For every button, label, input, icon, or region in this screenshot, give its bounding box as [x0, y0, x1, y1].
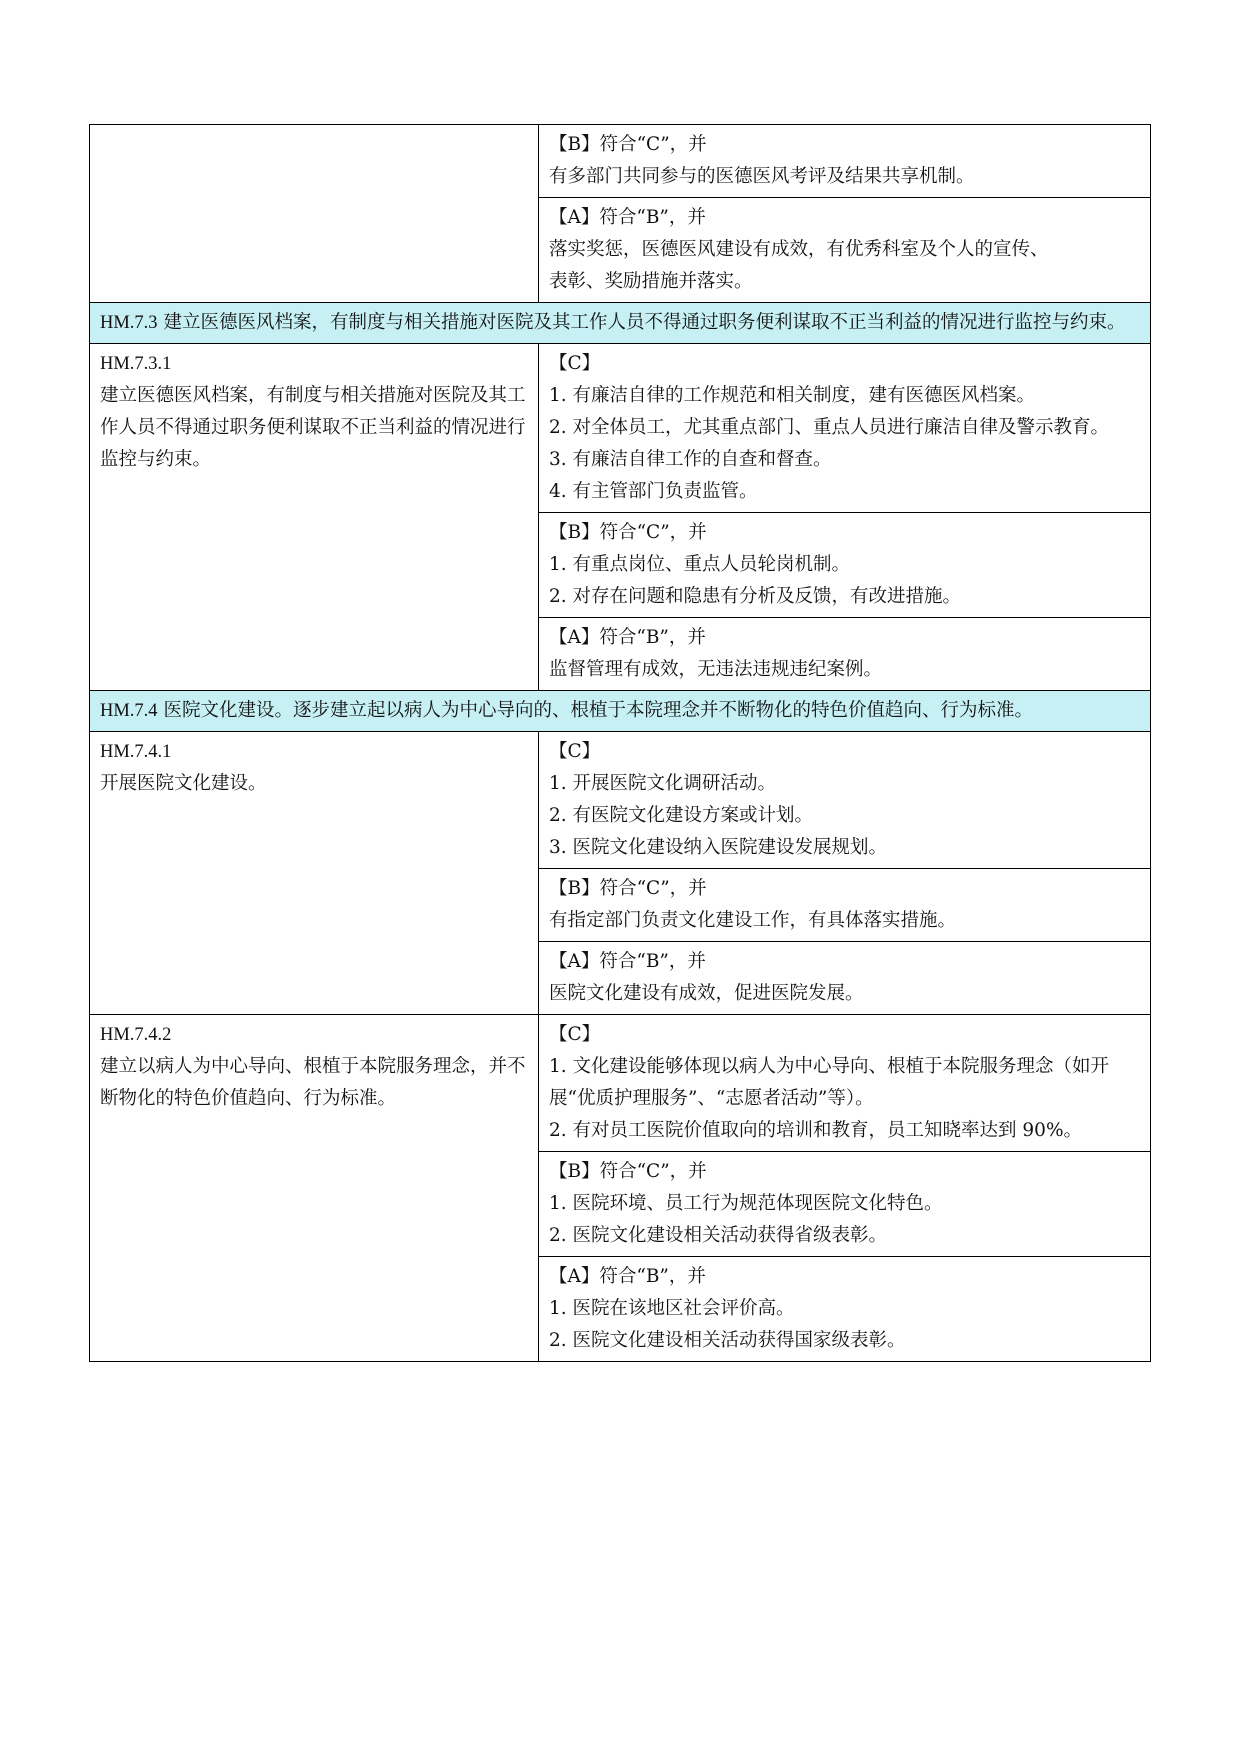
- section-code: HM.7.3: [100, 313, 158, 333]
- level-a-line: 监督管理有成效，无违法违规违纪案例。: [549, 659, 883, 680]
- level-c-line: 2. 有对员工医院价值取向的培训和教育，员工知晓率达到 90%。: [549, 1120, 1083, 1141]
- level-c-cell: [539, 344, 1151, 513]
- level-b-line: 有多部门共同参与的医德医风考评及结果共享机制。: [549, 166, 975, 187]
- level-b-heading: 【B】符合“C”，并: [549, 878, 707, 899]
- criteria-row: [90, 344, 1151, 513]
- section-text: 建立医德医风档案，有制度与相关措施对医院及其工作人员不得通过职务便利谋取不正当利益的情况进行监控与约束。: [157, 312, 1126, 333]
- level-c-line: 1. 有廉洁自律的工作规范和相关制度，建有医德医风档案。: [549, 385, 1036, 406]
- level-a-line: 2. 医院文化建设相关活动获得国家级表彰。: [549, 1330, 906, 1351]
- level-c-line: 1. 开展医院文化调研活动。: [549, 773, 777, 794]
- section-header-row: [90, 303, 1151, 344]
- level-a-line: 1. 医院在该地区社会评价高。: [549, 1298, 795, 1319]
- item-code: HM.7.4.2: [100, 1025, 172, 1045]
- level-a-cell: [539, 198, 1151, 303]
- level-a-line: 表彰、奖励措施并落实。: [549, 271, 753, 292]
- level-c-line: 3. 有廉洁自律工作的自查和督查。: [549, 449, 832, 470]
- level-a-heading: 【A】符合“B”，并: [549, 951, 706, 972]
- standards-table-page: [89, 124, 1151, 1362]
- level-b-line: 2. 医院文化建设相关活动获得省级表彰。: [549, 1225, 888, 1246]
- item-cell: [90, 1015, 539, 1362]
- item-description: 开展医院文化建设。: [100, 773, 267, 794]
- criteria-row: [90, 732, 1151, 869]
- level-b-heading: 【B】符合“C”，并: [549, 134, 707, 155]
- item-cell: [90, 732, 539, 1015]
- section-header-cell: [90, 303, 1151, 344]
- level-a-cell: [539, 942, 1151, 1015]
- level-c-line: 4. 有主管部门负责监管。: [549, 481, 758, 502]
- item-cell: [90, 344, 539, 691]
- level-c-line: 2. 有医院文化建设方案或计划。: [549, 805, 814, 826]
- level-c-heading: 【C】: [549, 353, 601, 374]
- level-b-cell: [539, 125, 1151, 198]
- level-c-cell: [539, 732, 1151, 869]
- level-a-heading: 【A】符合“B”，并: [549, 1266, 706, 1287]
- level-a-cell: [539, 1257, 1151, 1362]
- level-a-line: 落实奖惩，医德医风建设有成效，有优秀科室及个人的宣传、: [549, 239, 1049, 260]
- level-a-heading: 【A】符合“B”，并: [549, 627, 706, 648]
- level-c-heading: 【C】: [549, 1024, 601, 1045]
- level-c-line: 3. 医院文化建设纳入医院建设发展规划。: [549, 837, 888, 858]
- level-b-heading: 【B】符合“C”，并: [549, 522, 707, 543]
- level-c-line: 1. 文化建设能够体现以病人为中心导向、根植于本院服务理念（如开展“优质护理服务”、“志愿者活动”等）。: [549, 1056, 1110, 1109]
- level-b-cell: [539, 1152, 1151, 1257]
- section-code: HM.7.4: [100, 701, 158, 721]
- section-text: 医院文化建设。逐步建立起以病人为中心导向的、根植于本院理念并不断物化的特色价值趋向、行为标准。: [157, 700, 1033, 721]
- level-b-cell: [539, 513, 1151, 618]
- item-code: HM.7.3.1: [100, 354, 172, 374]
- level-c-line: 2. 对全体员工，尤其重点部门、重点人员进行廉洁自律及警示教育。: [549, 417, 1110, 438]
- standards-table: [89, 124, 1151, 1362]
- section-header-row: [90, 691, 1151, 732]
- section-header-cell: [90, 691, 1151, 732]
- level-a-heading: 【A】符合“B”，并: [549, 207, 706, 228]
- level-c-cell: [539, 1015, 1151, 1152]
- level-b-line: 有指定部门负责文化建设工作，有具体落实措施。: [549, 910, 957, 931]
- item-description: 建立以病人为中心导向、根植于本院服务理念，并不断物化的特色价值趋向、行为标准。: [100, 1056, 526, 1109]
- level-a-cell: [539, 618, 1151, 691]
- criteria-row: [90, 1015, 1151, 1152]
- level-a-line: 医院文化建设有成效，促进医院发展。: [549, 983, 864, 1004]
- level-b-line: 2. 对存在问题和隐患有分析及反馈，有改进措施。: [549, 586, 962, 607]
- item-description: 建立医德医风档案，有制度与相关措施对医院及其工作人员不得通过职务便利谋取不正当利益的情况进行监控与约束。: [100, 385, 526, 470]
- item-cell: [90, 125, 539, 303]
- item-code: HM.7.4.1: [100, 742, 172, 762]
- level-c-heading: 【C】: [549, 741, 601, 762]
- level-b-cell: [539, 869, 1151, 942]
- level-b-line: 1. 医院环境、员工行为规范体现医院文化特色。: [549, 1193, 943, 1214]
- criteria-row: [90, 125, 1151, 198]
- level-b-line: 1. 有重点岗位、重点人员轮岗机制。: [549, 554, 851, 575]
- level-b-heading: 【B】符合“C”，并: [549, 1161, 707, 1182]
